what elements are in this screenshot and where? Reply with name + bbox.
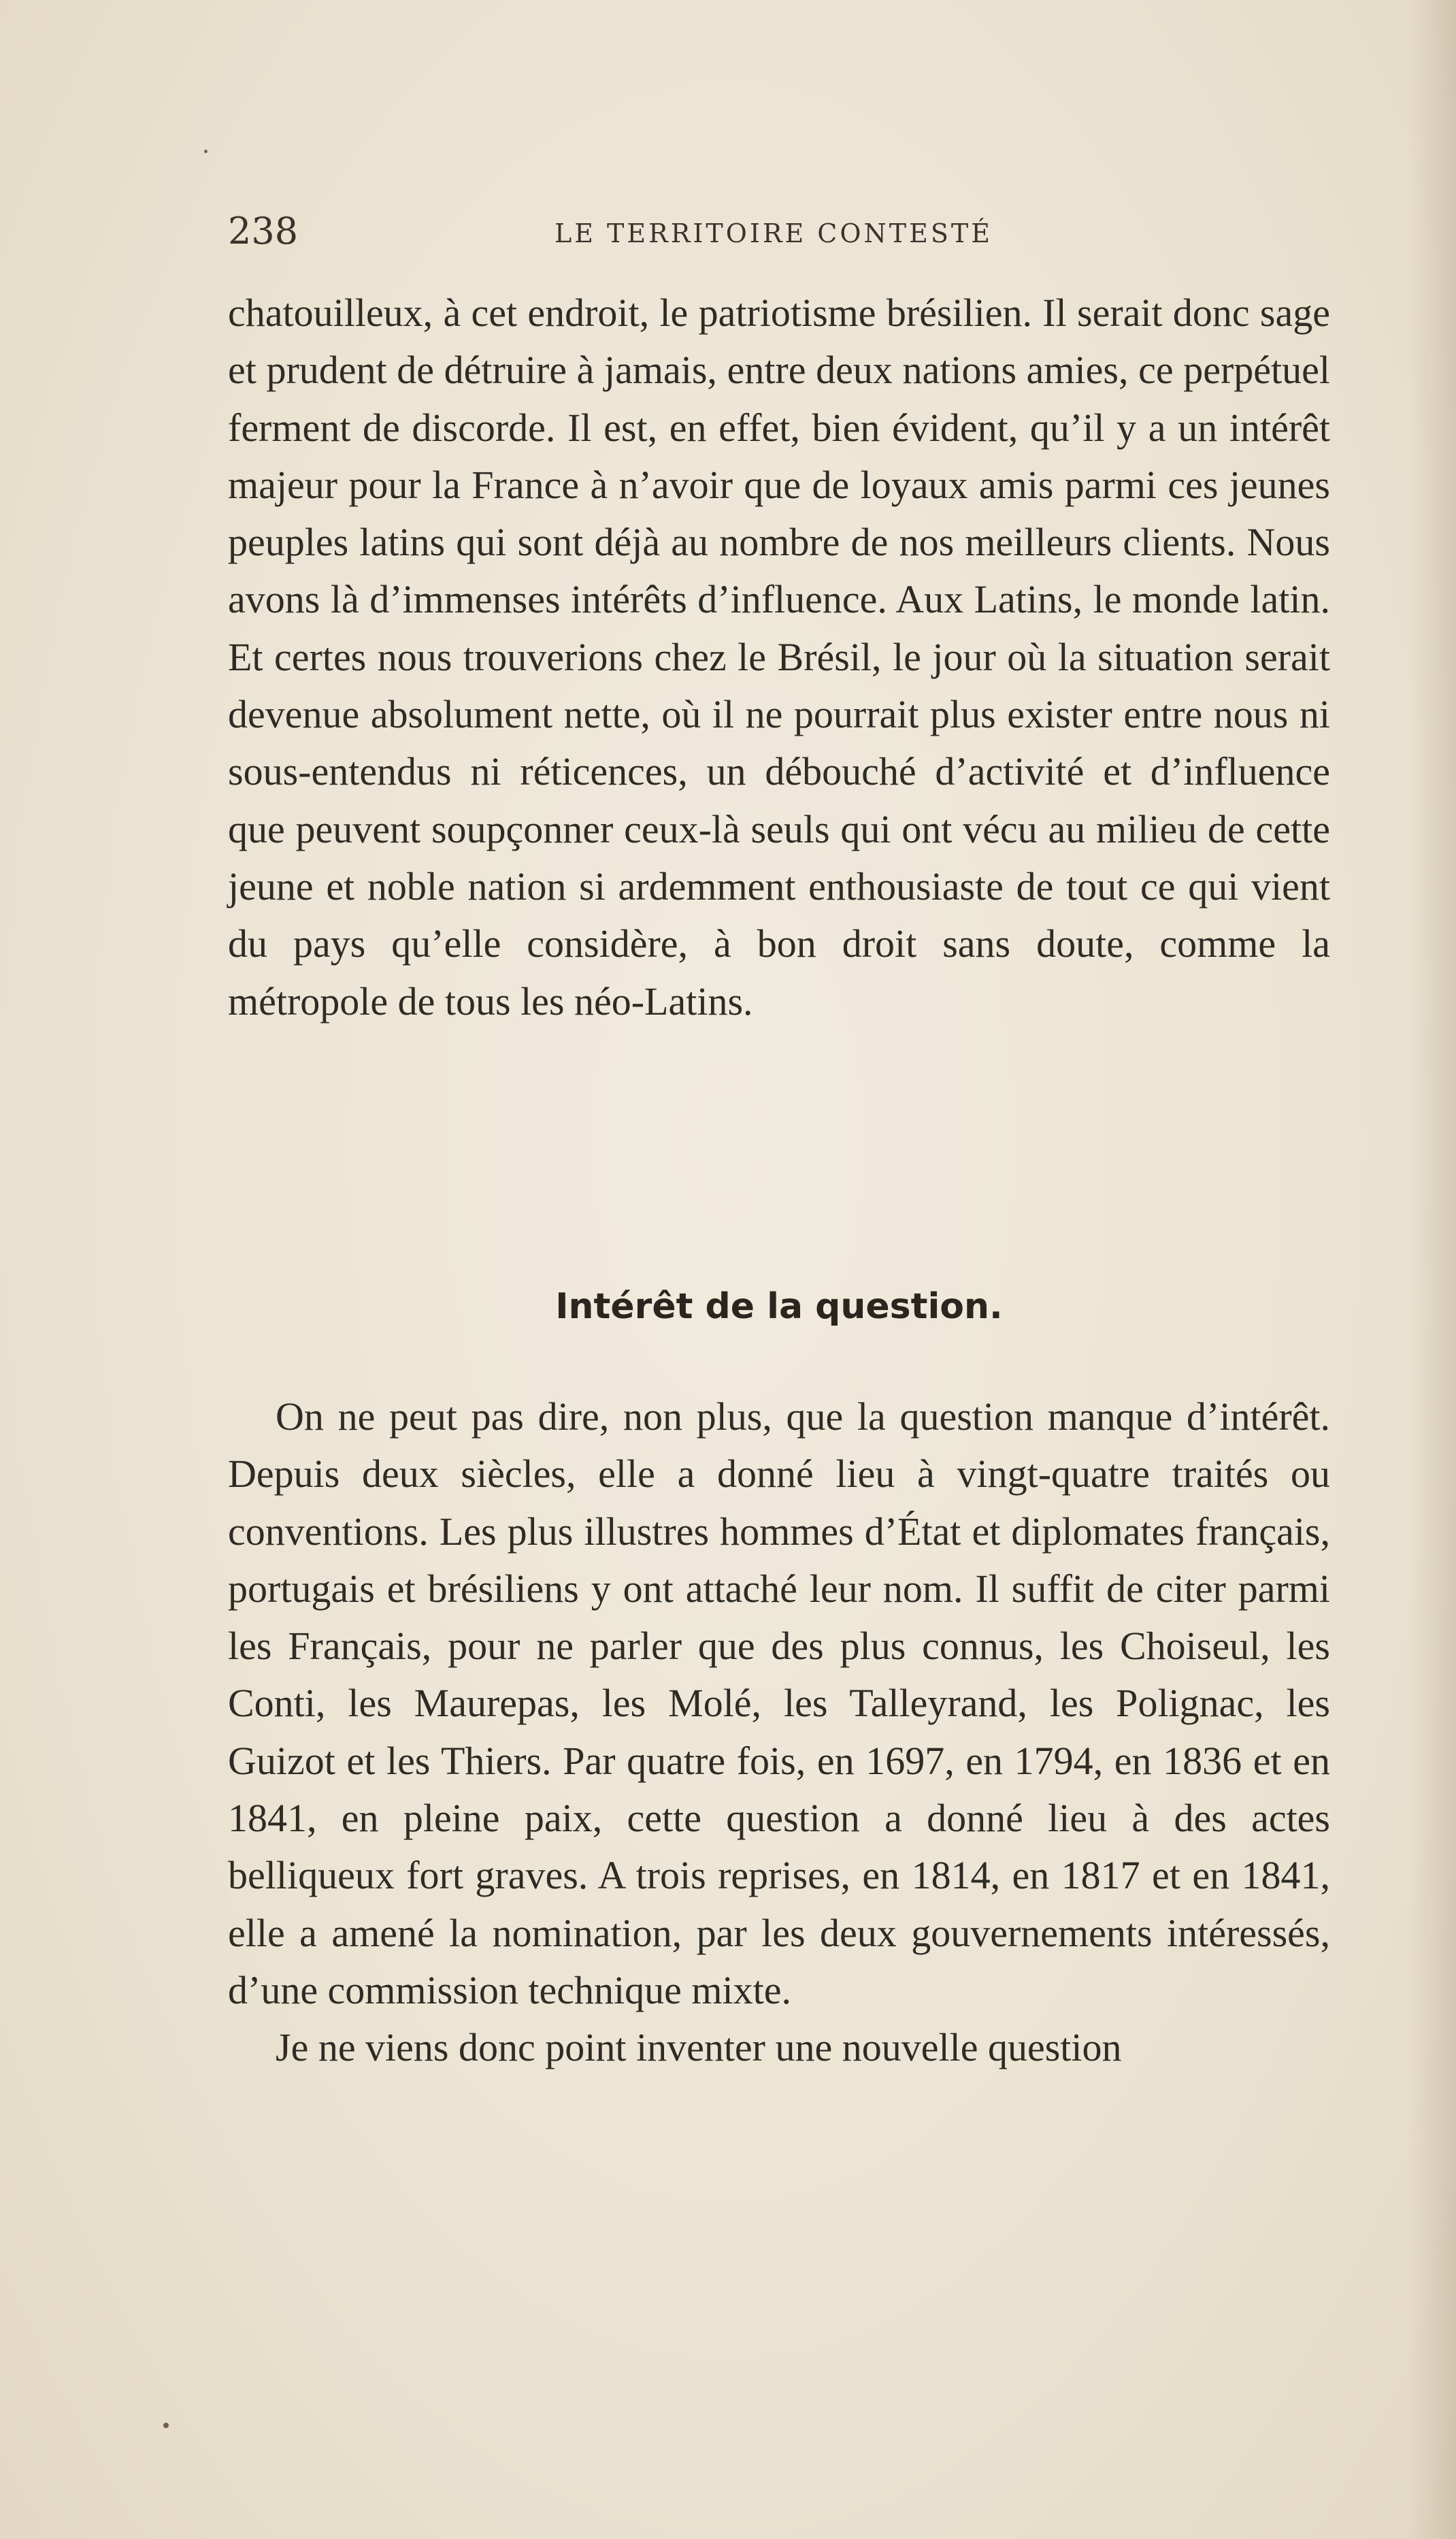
- paragraph: On ne peut pas dire, non plus, que la question manque d’intérêt. Depuis deux siècles, elle a donné lieu à vingt-quatre traités ou conventions. Les plus illustres hommes d’État et diplomates français, portugais et brésiliens y ont attaché leur nom. Il suffit de citer parmi les Français, pour ne parler que des plus connus, les Choiseul, les Conti, les Maurepas, les Molé, les Talleyrand, les Polignac, les Guizot et les Thiers. Par quatre fois, en 1697, en 1794, en 1836 et en 1841, en pleine paix, cette question a donné lieu à des actes belliqueux fort graves. A trois reprises, en 1814, en 1817 et en 1841, elle a amené la nomination, par les deux gouvernements intéressés, d’une commission technique mixte.: [228, 1394, 1330, 2012]
- paper-speck: [163, 2423, 169, 2428]
- running-head: LE TERRITOIRE CONTESTÉ: [555, 218, 993, 248]
- paragraph: Je ne viens donc point inventer une nouvelle question: [276, 2025, 1122, 2070]
- page-edge-shadow: [1408, 0, 1456, 2539]
- section-heading: Intérêt de la question.: [555, 1286, 1003, 1327]
- page-header: [228, 208, 1330, 255]
- body-text-top: [228, 284, 1330, 1030]
- body-text-bottom: [228, 1388, 1330, 2077]
- paper-speck: [204, 150, 208, 153]
- page-number: 238: [228, 210, 299, 252]
- paragraph: chatouilleux, à cet endroit, le patriotisme brésilien. Il serait donc sage et prudent de détruire à jamais, entre deux nations amies, ce perpétuel ferment de discorde. Il est, en effet, bien évident, qu’il y a un intérêt majeur pour la France à n’avoir que de loyaux amis parmi ces jeunes peuples latins qui sont déjà au nombre de nos meilleurs clients. Nous avons là d’immenses intérêts d’influence. Aux Latins, le monde latin. Et certes nous trouverions chez le Brésil, le jour où la situation serait devenue absolument nette, où il ne pourrait plus exister entre nous ni sous-entendus ni réticences, un débouché d’activité et d’influence que peuvent soupçonner ceux-là seuls qui ont vécu au milieu de cette jeune et noble nation si ardemment enthousiaste de tout ce qui vient du pays qu’elle considère, à bon droit sans doute, comme la métropole de tous les néo-Latins.: [228, 291, 1330, 1023]
